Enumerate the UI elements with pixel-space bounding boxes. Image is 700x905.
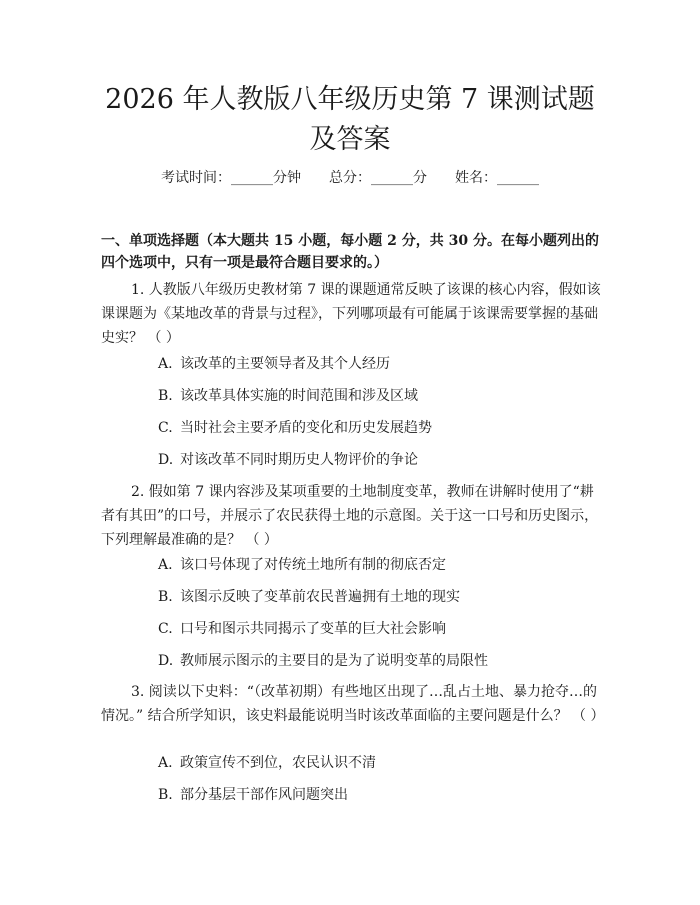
question-2-option-b bbox=[158, 587, 460, 607]
page-title: 2026 年人教版八年级历史第 7 课测试题及答案 bbox=[105, 84, 595, 155]
question-2-stem: 2. 假如第 7 课内容涉及某项重要的土地制度变革，教师在讲解时使用了“耕者有其田”的口号，并展示了农民获得土地的示意图。关于这一口号和历史图示，下列理解最准确的是？ （ ） bbox=[101, 484, 599, 548]
option-text: 对该改革不同时期历史人物评价的争论 bbox=[180, 452, 418, 468]
option-letter: D. bbox=[158, 653, 174, 669]
option-letter: A. bbox=[158, 557, 173, 573]
question-3-option-b bbox=[158, 785, 348, 805]
question-3-option-a bbox=[158, 753, 376, 773]
question-2-option-d bbox=[158, 651, 488, 671]
option-letter: B. bbox=[158, 787, 173, 803]
option-letter: C. bbox=[158, 420, 173, 436]
question-1-option-a bbox=[158, 354, 390, 374]
option-letter: C. bbox=[158, 621, 173, 637]
option-text: 该图示反映了变革前农民普遍拥有土地的现实 bbox=[180, 589, 460, 605]
option-text: 教师展示图示的主要目的是为了说明变革的局限性 bbox=[180, 653, 488, 669]
question-1-option-d bbox=[158, 450, 418, 470]
name-label: 姓名：______ bbox=[455, 170, 539, 186]
option-text: 口号和图示共同揭示了变革的巨大社会影响 bbox=[180, 621, 446, 637]
total-score-label: 总分：______分 bbox=[329, 170, 427, 186]
question-1-stem: 1. 人教版八年级历史教材第 7 课的课题通常反映了该课的核心内容，假如该课课题为《某地改革的背景与过程》，下列哪项最有可能属于该课需要掌握的基础史实？ （ ） bbox=[101, 282, 601, 346]
option-text: 政策宣传不到位，农民认识不清 bbox=[180, 755, 376, 771]
question-2-option-c bbox=[158, 619, 446, 639]
question-3-stem: 3. 阅读以下史料：“（改革初期）有些地区出现了…乱占土地、暴力抢夺…的情况。” 结合所学知识，该史料最能说明当时该改革面临的主要问题是什么？ （ ） bbox=[101, 684, 605, 724]
section-heading: 一、单项选择题（本大题共 15 小题，每小题 2 分，共 30 分。在每小题列出的四个选项中，只有一项是最符合题目要求的。） bbox=[101, 233, 599, 271]
option-text: 该口号体现了对传统土地所有制的彻底否定 bbox=[180, 557, 446, 573]
question-1-option-c bbox=[158, 418, 432, 438]
exam-meta bbox=[0, 168, 700, 188]
option-text: 该改革的主要领导者及其个人经历 bbox=[180, 356, 390, 372]
option-text: 该改革具体实施的时间范围和涉及区域 bbox=[180, 388, 418, 404]
option-letter: A. bbox=[158, 356, 173, 372]
option-text: 部分基层干部作风问题突出 bbox=[180, 787, 348, 803]
option-letter: B. bbox=[158, 388, 173, 404]
option-text: 当时社会主要矛盾的变化和历史发展趋势 bbox=[180, 420, 432, 436]
option-letter: A. bbox=[158, 755, 173, 771]
exam-time-label: 考试时间：______分钟 bbox=[161, 170, 301, 186]
option-letter: B. bbox=[158, 589, 173, 605]
question-2-option-a bbox=[158, 555, 446, 575]
question-1-option-b bbox=[158, 386, 418, 406]
option-letter: D. bbox=[158, 452, 174, 468]
